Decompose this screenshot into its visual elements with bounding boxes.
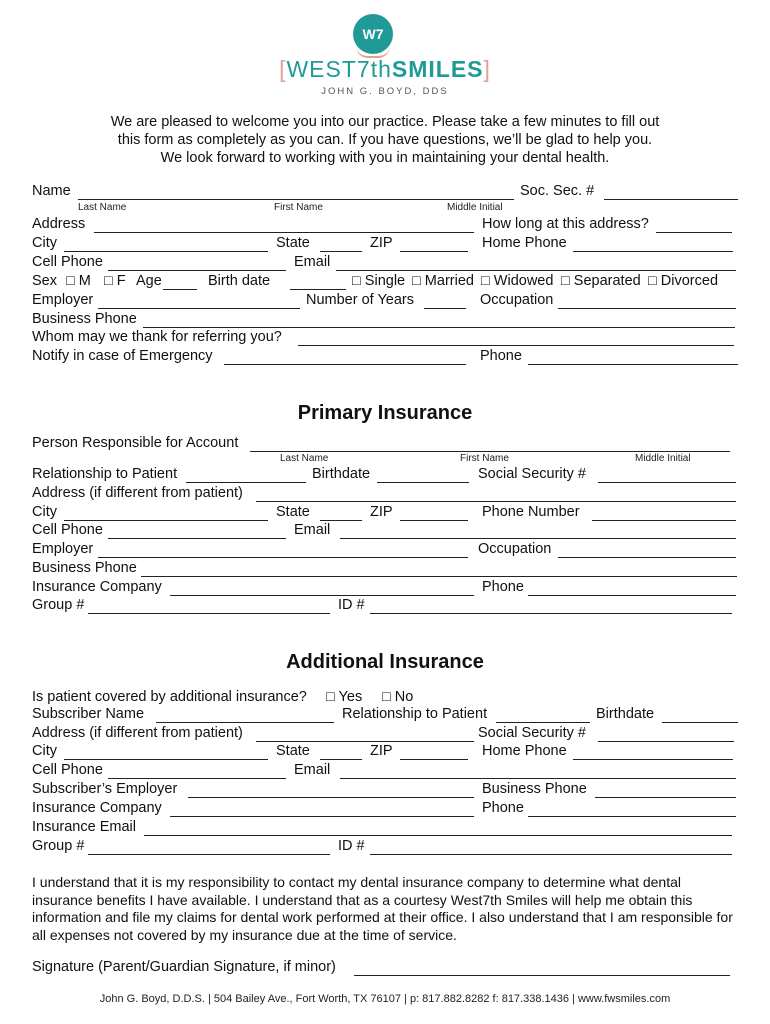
additional-cell-phone-field[interactable] [108,778,286,779]
primary-group-field[interactable] [88,613,330,614]
primary-cell-phone-label: Cell Phone [32,522,103,538]
intro-line-3: We look forward to working with you in maintaining your dental health. [160,150,610,166]
subscriber-name-field[interactable] [156,722,334,723]
business-phone-field[interactable] [143,327,735,328]
primary-employer-field[interactable] [98,557,468,558]
subscriber-employer-field[interactable] [188,797,474,798]
city-field[interactable] [64,251,268,252]
emergency-phone-label: Phone [480,348,522,364]
address-field[interactable] [94,232,474,233]
additional-zip-field[interactable] [400,759,468,760]
number-of-years-field[interactable] [424,308,466,309]
additional-city-field[interactable] [64,759,268,760]
primary-first-name-hint: First Name [460,453,509,464]
additional-id-label: ID # [338,838,365,854]
responsibility-statement: I understand that it is my responsibility to contact my dental insurance company to determine what dental insurance benefits I have available. I understand that as a courtesy West7th Smiles will help me obtain this information and file my claims for dental work performed at their office. I also understand that I am responsible for all expenses not covered by my insurance due at the time of service. [32,874,733,943]
primary-state-field[interactable] [320,520,362,521]
logo-mark-letters: W7 [362,26,384,42]
emergency-label: Notify in case of Emergency [32,348,213,364]
referral-label: Whom may we thank for referring you? [32,329,282,345]
emergency-phone-field[interactable] [528,364,738,365]
additional-city-label: City [32,743,57,759]
birth-date-label: Birth date [208,273,271,289]
primary-id-label: ID # [338,597,365,613]
primary-insurance-company-field[interactable] [170,595,474,596]
additional-relationship-field[interactable] [496,722,590,723]
additional-cell-phone-label: Cell Phone [32,762,103,778]
additional-address-field[interactable] [256,741,474,742]
birth-date-field[interactable] [290,289,346,290]
soc-sec-field[interactable] [604,199,738,200]
primary-zip-label: ZIP [370,504,393,520]
intro-line-1: We are pleased to welcome you into our practice. Please take a few minutes to fill out [110,114,660,130]
separated-checkbox[interactable]: □ Separated [561,273,641,289]
additional-id-field[interactable] [370,854,732,855]
middle-initial-hint: Middle Initial [447,202,503,213]
primary-relationship-label: Relationship to Patient [32,466,178,482]
additional-zip-label: ZIP [370,743,393,759]
primary-address-label: Address (if different from patient) [32,485,243,501]
additional-state-field[interactable] [320,759,362,760]
additional-company-phone-label: Phone [482,800,524,816]
primary-city-field[interactable] [64,520,268,521]
primary-phone-number-label: Phone Number [482,504,580,520]
primary-company-phone-label: Phone [482,579,524,595]
primary-email-field[interactable] [340,538,736,539]
primary-email-label: Email [294,522,331,538]
subscriber-name-label: Subscriber Name [32,706,145,722]
footer-contact: John G. Boyd, D.D.S. | 504 Bailey Ave., Fort Worth, TX 76107 | p: 817.882.8282 f: 817.338.1436 | www.fwsmiles.com [99,993,671,1005]
occupation-label: Occupation [480,292,554,308]
additional-ssn-label: Social Security # [478,725,586,741]
insurance-email-field[interactable] [144,835,732,836]
primary-relationship-field[interactable] [186,482,306,483]
sex-f-checkbox[interactable]: □ F [104,273,126,289]
primary-zip-field[interactable] [400,520,468,521]
signature-field[interactable] [354,975,730,976]
additional-birthdate-label: Birthdate [596,706,655,722]
primary-occupation-label: Occupation [478,541,552,557]
number-of-years-label: Number of Years [306,292,415,308]
occupation-field[interactable] [558,308,736,309]
additional-company-phone-field[interactable] [528,816,736,817]
person-responsible-label: Person Responsible for Account [32,435,239,451]
covered-yes-checkbox[interactable]: □ Yes [326,689,363,705]
additional-insurance-title: Additional Insurance [286,651,484,673]
primary-address-field[interactable] [256,501,736,502]
additional-email-label: Email [294,762,331,778]
cell-phone-label: Cell Phone [32,254,103,270]
address-label: Address [32,216,86,232]
additional-relationship-label: Relationship to Patient [342,706,488,722]
brand-tagline: JOHN G. BOYD, DDS [321,86,449,97]
primary-business-phone-field[interactable] [141,576,737,577]
home-phone-label: Home Phone [482,235,567,251]
employer-label: Employer [32,292,94,308]
name-field[interactable] [78,199,514,200]
email-label: Email [294,254,331,270]
email-field[interactable] [336,270,736,271]
referral-field[interactable] [298,345,734,346]
last-name-hint: Last Name [78,202,127,213]
city-label: City [32,235,57,251]
additional-email-field[interactable] [340,778,736,779]
single-checkbox[interactable]: □ Single [352,273,406,289]
age-label: Age [136,273,162,289]
emergency-field[interactable] [224,364,466,365]
primary-business-phone-label: Business Phone [32,560,137,576]
additional-state-label: State [276,743,310,759]
age-field[interactable] [163,289,197,290]
primary-cell-phone-field[interactable] [108,538,286,539]
widowed-checkbox[interactable]: □ Widowed [481,273,554,289]
primary-group-label: Group # [32,597,85,613]
first-name-hint: First Name [274,202,323,213]
primary-last-name-hint: Last Name [280,453,329,464]
zip-field[interactable] [400,251,468,252]
primary-ssn-field[interactable] [598,482,736,483]
divorced-checkbox[interactable]: □ Divorced [648,273,719,289]
primary-city-label: City [32,504,57,520]
primary-middle-initial-hint: Middle Initial [635,453,691,464]
additional-home-phone-label: Home Phone [482,743,567,759]
brand-wordmark: [WEST7thSMILES] [279,56,491,82]
additional-address-label: Address (if different from patient) [32,725,243,741]
subscriber-employer-label: Subscriber’s Employer [32,781,178,797]
home-phone-field[interactable] [573,251,733,252]
employer-field[interactable] [98,308,300,309]
intro-line-2: this form as completely as you can. If you have questions, we’ll be glad to help you. [117,132,653,148]
primary-phone-number-field[interactable] [592,520,736,521]
signature-label: Signature (Parent/Guardian Signature, if minor) [32,959,336,975]
primary-state-label: State [276,504,310,520]
how-long-label: How long at this address? [482,216,649,232]
primary-insurance-company-label: Insurance Company [32,579,162,595]
how-long-field[interactable] [656,232,732,233]
cell-phone-field[interactable] [108,270,286,271]
business-phone-label: Business Phone [32,311,137,327]
sex-m-checkbox[interactable]: □ M [66,273,91,289]
sex-label: Sex [32,273,57,289]
insurance-email-label: Insurance Email [32,819,136,835]
covered-question-label: Is patient covered by additional insurance? [32,689,307,705]
additional-business-phone-label: Business Phone [482,781,587,797]
primary-ssn-label: Social Security # [478,466,586,482]
additional-birthdate-field[interactable] [662,722,738,723]
additional-insurance-company-label: Insurance Company [32,800,162,816]
name-label: Name [32,183,71,199]
primary-id-field[interactable] [370,613,732,614]
additional-group-label: Group # [32,838,85,854]
primary-insurance-title: Primary Insurance [297,402,473,424]
primary-employer-label: Employer [32,541,94,557]
soc-sec-label: Soc. Sec. # [520,183,595,199]
primary-company-phone-field[interactable] [528,595,736,596]
additional-home-phone-field[interactable] [573,759,733,760]
additional-insurance-company-field[interactable] [170,816,474,817]
person-responsible-field[interactable] [250,451,730,452]
additional-group-field[interactable] [88,854,330,855]
additional-business-phone-field[interactable] [595,797,736,798]
covered-no-checkbox[interactable]: □ No [382,689,414,705]
primary-birthdate-field[interactable] [377,482,469,483]
additional-ssn-field[interactable] [598,741,734,742]
primary-birthdate-label: Birthdate [312,466,371,482]
married-checkbox[interactable]: □ Married [412,273,474,289]
state-label: State [276,235,310,251]
zip-label: ZIP [370,235,393,251]
primary-occupation-field[interactable] [558,557,736,558]
state-field[interactable] [320,251,362,252]
